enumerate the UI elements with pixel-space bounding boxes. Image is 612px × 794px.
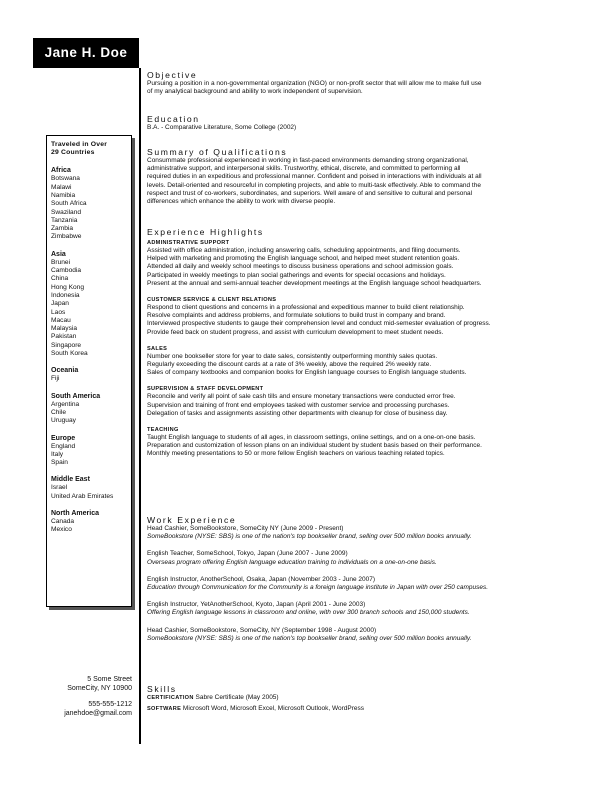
region-group bbox=[51, 392, 127, 426]
country-item: Laos bbox=[51, 308, 66, 316]
job-description: Offering English language lessons in classroom and online, with over 300 branch schools and 150,000 students. bbox=[147, 609, 470, 617]
summary-text bbox=[147, 157, 577, 206]
objective-line: Pursuing a position in a non-governmental organization (NGO) or non-profit sector that will allow me to make full use bbox=[147, 80, 482, 87]
section-title-work: Work Experience bbox=[147, 515, 237, 525]
country-item: Tanzania bbox=[51, 216, 78, 224]
education-text: B.A. - Comparative Literature, Some College (2002) bbox=[147, 124, 297, 131]
objective-line: of my analytical background and ability to work independent of supervision. bbox=[147, 88, 363, 96]
experience-subheading: ADMINISTRATIVE SUPPORT bbox=[147, 240, 230, 246]
objective-section bbox=[147, 70, 577, 96]
job-entry bbox=[147, 627, 577, 643]
contact-block bbox=[40, 675, 132, 719]
contact-email: janehdoe@gmail.com bbox=[64, 710, 132, 718]
country-item: Pakistan bbox=[51, 333, 77, 341]
experience-line: Helped with marketing and promoting the English language school, and helped meet student retention goals. bbox=[147, 255, 460, 263]
experience-line: Provide feed back on student progress, and assist with curriculum development to meet student needs. bbox=[147, 328, 444, 336]
country-item: Swaziland bbox=[51, 208, 82, 216]
region-list bbox=[51, 166, 127, 534]
experience-line: Sales of company textbooks and companion books for English language courses to English language students. bbox=[147, 369, 467, 377]
experience-subheading: SALES bbox=[147, 345, 168, 352]
country-item: Namibia bbox=[51, 192, 76, 199]
vertical-divider bbox=[139, 68, 141, 744]
country-item: Canada bbox=[51, 518, 75, 526]
region-group bbox=[51, 475, 127, 501]
country-item: Israel bbox=[51, 484, 68, 492]
region-name: Oceania bbox=[51, 367, 79, 375]
country-item: Indonesia bbox=[51, 291, 80, 299]
summary-line: administrative support, and interpersonal skills. Trustworthy, ethical, discrete, and committed to performing all bbox=[147, 165, 461, 173]
country-item: Chile bbox=[51, 408, 67, 416]
job-description: SomeBookstore (NYSE: SBS) is one of the nation's top bookseller brand, selling over 500 million books annually. bbox=[147, 634, 472, 642]
travel-box-title bbox=[51, 141, 127, 157]
experience-group bbox=[147, 296, 577, 337]
experience-line: Attended all daily and weekly school meetings to discuss business operations and school admission goals. bbox=[147, 263, 454, 271]
education-section bbox=[147, 114, 577, 132]
section-title-objective: Objective bbox=[147, 70, 198, 80]
country-item: Argentina bbox=[51, 400, 80, 408]
country-item: Spain bbox=[51, 459, 68, 467]
country-item: Zambia bbox=[51, 225, 73, 233]
experience-line: Participated in weekly meetings to plan social gatherings and events for special occasions and holidays. bbox=[147, 271, 446, 279]
experience-subheading: TEACHING bbox=[147, 427, 179, 434]
job-title: Head Cashier, SomeBookstore, SomeCity, NY (September 1998 - August 2000) bbox=[147, 626, 377, 634]
country-item: Brunei bbox=[51, 258, 71, 266]
experience-line: Reconcile and verify all point of sale cash tills and ensure monetary transactions were conducted error free. bbox=[147, 393, 456, 401]
job-list bbox=[147, 525, 577, 643]
region-group bbox=[51, 366, 127, 383]
country-item: United Arab Emirates bbox=[51, 492, 114, 500]
experience-line: Preparation and customization of lesson plans on an individual student by student basis based on their performance. bbox=[147, 442, 482, 450]
cert-text: Sabre Certificate (May 2005) bbox=[195, 694, 279, 701]
region-name: Europe bbox=[51, 434, 76, 442]
country-item: Malaysia bbox=[51, 325, 78, 333]
experience-section bbox=[147, 227, 577, 467]
region-group bbox=[51, 250, 127, 359]
job-description: Education through Communication for the Community is a foreign language institute in Japan with over 250 campuses. bbox=[147, 584, 489, 592]
job-entry bbox=[147, 525, 577, 541]
experience-line: Resolve complaints and address problems, and formulate solutions to build trust in company and brand. bbox=[147, 312, 446, 320]
country-item: Cambodia bbox=[51, 267, 82, 275]
country-item: Macau bbox=[51, 316, 71, 324]
job-description: SomeBookstore (NYSE: SBS) is one of the nation's top bookseller brand, selling over 500 million books annually. bbox=[147, 533, 472, 541]
experience-line: Number one bookseller store for year to date sales, consistently outperforming monthly sales quotas. bbox=[147, 352, 438, 360]
experience-subheading: CUSTOMER SERVICE & CLIENT RELATIONS bbox=[147, 297, 277, 304]
experience-line: Present at the annual and semi-annual teacher development meetings at the English language school headquarters. bbox=[147, 279, 482, 287]
country-item: Hong Kong bbox=[51, 283, 84, 291]
summary-line: respect and trust of co-workers, subordinates, and superiors. Well aware of and sensitive to cultural and personal bbox=[147, 189, 473, 197]
skills-section bbox=[147, 684, 577, 713]
cert-line bbox=[147, 694, 577, 702]
region-group bbox=[51, 166, 127, 241]
job-entry bbox=[147, 576, 577, 592]
travel-box bbox=[46, 135, 132, 607]
country-item: Fiji bbox=[51, 375, 60, 383]
country-item: Uruguay bbox=[51, 417, 76, 425]
experience-subheading: SUPERVISION & STAFF DEVELOPMENT bbox=[147, 386, 264, 393]
experience-group bbox=[147, 426, 577, 459]
region-name: North America bbox=[51, 510, 99, 518]
software-line bbox=[147, 705, 577, 713]
contact-street: 5 Some Street bbox=[87, 676, 132, 683]
software-text: Microsoft Word, Microsoft Excel, Microsoft Outlook, WordPress bbox=[182, 705, 365, 713]
cert-label: CERTIFICATION bbox=[147, 695, 194, 701]
region-name: Asia bbox=[51, 250, 66, 258]
travel-title-line-2: 29 Countries bbox=[51, 149, 95, 157]
experience-line: Supervision and training of front end employees tasked with customer service and processing purchases. bbox=[147, 401, 450, 409]
experience-line: Regularly exceeding the discount cards at a rate of 3% weekly, above the required 2% weekly rate. bbox=[147, 361, 432, 369]
country-item: Zimbabwe bbox=[51, 233, 82, 241]
country-item: England bbox=[51, 442, 76, 450]
contact-phone: 555-555-1212 bbox=[88, 700, 132, 708]
job-title: Head Cashier, SomeBookstore, SomeCity NY (June 2009 - Present) bbox=[147, 525, 344, 532]
country-item: Singapore bbox=[51, 341, 82, 349]
experience-line: Monthly meeting presentations to 50 or more fellow English teachers on various teaching related topics. bbox=[147, 450, 445, 458]
job-title: English Teacher, SomeSchool, Tokyo, Japan (June 2007 - June 2009) bbox=[147, 550, 348, 558]
summary-line: differences which enhance the ability to work with diverse people. bbox=[147, 198, 336, 206]
country-item: Botswana bbox=[51, 175, 80, 183]
section-title-education: Education bbox=[147, 114, 200, 124]
job-description: Overseas program offering English language education training to individuals on a one-on-one basis. bbox=[147, 558, 437, 566]
country-item: Italy bbox=[51, 450, 64, 458]
country-item: South Korea bbox=[51, 350, 88, 358]
experience-groups bbox=[147, 239, 577, 459]
section-title-experience: Experience Highlights bbox=[147, 227, 264, 237]
experience-line: Delegation of tasks and assignments assisting other departments with cleanup for close of business day. bbox=[147, 409, 448, 417]
experience-group bbox=[147, 345, 577, 378]
region-name: South America bbox=[51, 392, 101, 400]
job-entry bbox=[147, 550, 577, 566]
country-item: Japan bbox=[51, 300, 69, 308]
country-item: Malawi bbox=[51, 183, 72, 191]
summary-line: Consummate professional experienced in working in fast-paced environments demanding strong organizational, bbox=[147, 157, 469, 164]
name-banner: Jane H. Doe bbox=[33, 38, 139, 68]
summary-line: levels. Detail-oriented and resourceful in completing projects, and able to multi-task effectively. Able to command the bbox=[147, 181, 481, 189]
experience-line: Taught English language to students of all ages, in classroom settings, online settings, and on a one-on-one basis. bbox=[147, 434, 476, 442]
contact-city: SomeCity, NY 10900 bbox=[67, 685, 132, 693]
section-title-skills: Skills bbox=[147, 684, 177, 694]
software-label: SOFTWARE bbox=[147, 706, 182, 713]
region-name: Africa bbox=[51, 167, 71, 175]
experience-group bbox=[147, 385, 577, 418]
region-name: Middle East bbox=[51, 476, 90, 484]
section-title-summary: Summary of Qualifications bbox=[147, 147, 288, 157]
travel-title-line-1: Traveled in Over bbox=[51, 141, 108, 148]
objective-text bbox=[147, 80, 577, 96]
experience-group bbox=[147, 239, 577, 288]
country-item: China bbox=[51, 275, 69, 283]
experience-line: Assisted with office administration, including answering calls, scheduling appointments, and filing documents. bbox=[147, 247, 461, 254]
summary-line: required duties in an expeditious and professional manner. Confident and poised in interactions with individuals at all bbox=[147, 173, 482, 181]
region-group bbox=[51, 509, 127, 535]
region-group bbox=[51, 434, 127, 468]
experience-line: Respond to client questions and concerns in a professional and expeditious manner to build client relationship. bbox=[147, 304, 465, 312]
work-section bbox=[147, 515, 577, 652]
country-item: Mexico bbox=[51, 526, 72, 534]
summary-section bbox=[147, 147, 577, 206]
job-entry bbox=[147, 601, 577, 617]
job-title: English Instructor, YetAnotherSchool, Kyoto, Japan (April 2001 - June 2003) bbox=[147, 601, 366, 609]
experience-line: Interviewed prospective students to gauge their comprehension level and conduct mid-semester evaluation of progress. bbox=[147, 320, 491, 328]
country-item: South Africa bbox=[51, 200, 87, 208]
job-title: English Instructor, AnotherSchool, Osaka, Japan (November 2003 - June 2007) bbox=[147, 575, 375, 583]
